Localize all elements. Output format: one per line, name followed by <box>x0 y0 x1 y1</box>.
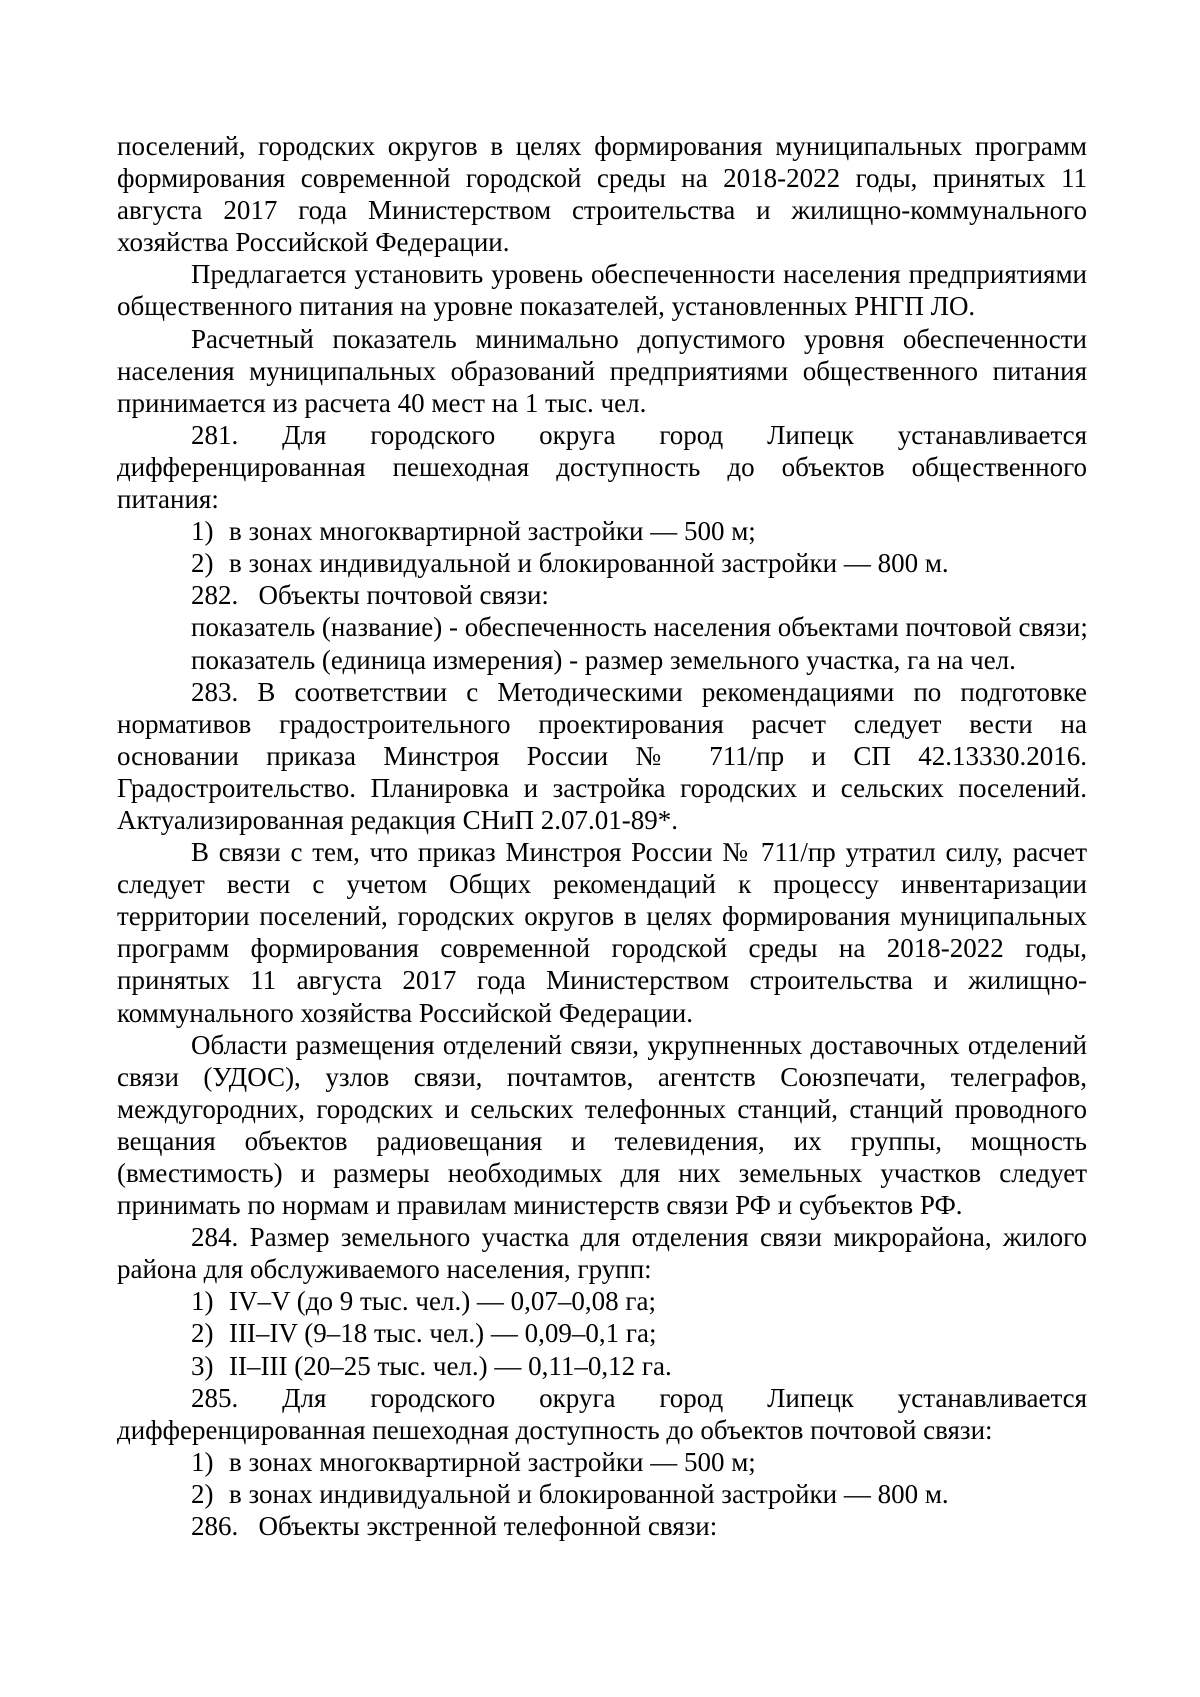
list-item <box>117 515 1087 547</box>
list-item-number: 1) <box>191 516 214 547</box>
list-item <box>117 1478 1087 1510</box>
list-item <box>117 1285 1087 1317</box>
list-item-text: II–III (20–25 тыс. чел.) — 0,11–0,12 га. <box>229 1350 672 1381</box>
list-item-text: в зонах индивидуальной и блокированной застройки — 800 м. <box>229 1478 949 1509</box>
list-item <box>117 1317 1087 1349</box>
list-item-number: 2) <box>191 548 214 579</box>
paragraph: Области размещения отделений связи, укрупненных доставочных отделений связи (УДОС), узлов связи, почтамтов, агентств Союзпечати, телеграфов, междугородних, городских и сельских телефонных станций, станций проводного вещания объектов радиовещания и телевидения, их группы, мощность (вместимость) и размеры необходимых для них земельных участков следует принимать по нормам и правилам министерств связи РФ и субъектов РФ. <box>117 1029 1087 1221</box>
list-item <box>117 547 1087 579</box>
section-heading-282: 282. Объекты почтовой связи: <box>191 580 549 611</box>
list-item-number: 1) <box>191 1286 214 1317</box>
paragraph: Расчетный показатель минимально допустимого уровня обеспеченности населения муниципальных образований предприятиями общественного питания принимается из расчета 40 мест на 1 тыс. чел. <box>117 323 1087 418</box>
section-heading-286: 286. Объекты экстренной телефонной связи: <box>191 1511 718 1542</box>
paragraph-281: 281. Для городского округа город Липецк устанавливается дифференцированная пешеходная доступность до объектов общественного питания: <box>117 419 1087 515</box>
list-item <box>117 1350 1087 1382</box>
document-page <box>117 130 1087 1542</box>
list-item <box>117 1446 1087 1478</box>
list-item-number: 3) <box>191 1350 214 1381</box>
paragraph: поселений, городских округов в целях формирования муниципальных программ формирования современной городской среды на 2018-2022 годы, принятых 11 августа 2017 года Министерством строительства и жилищно-коммунального хозяйства Российской Федерации. <box>117 131 1087 258</box>
list-item-number: 2) <box>191 1478 214 1509</box>
paragraph-285: 285. Для городского округа город Липецк устанавливается дифференцированная пешеходная доступность до объектов почтовой связи: <box>117 1382 1087 1445</box>
paragraph: Предлагается установить уровень обеспеченности населения предприятиями общественного питания на уровне показателей, установленных РНГП ЛО. <box>117 259 1087 322</box>
list-item-text: в зонах многоквартирной застройки — 500 м; <box>229 516 756 547</box>
list-item-number: 2) <box>191 1318 214 1349</box>
paragraph-284: 284. Размер земельного участка для отделения связи микрорайона, жилого района для обслуживаемого населения, групп: <box>117 1222 1087 1285</box>
paragraph: В связи с тем, что приказ Минстроя России № 711/пр утратил силу, расчет следует вести с учетом Общих рекомендаций к процессу инвентаризации территории поселений, городских округов в целях формирования муниципальных программ формирования современной городской среды на 2018-2022 годы, принятых 11 августа 2017 года Министерством строительства и жилищно-коммунального хозяйства Российской Федерации. <box>117 837 1087 1028</box>
list-item-text: в зонах индивидуальной и блокированной застройки — 800 м. <box>229 548 949 579</box>
indicator-name-line: показатель (название) - обеспеченность населения объектами почтовой связи; <box>191 612 1088 643</box>
paragraph-283: 283. В соответствии с Методическими рекомендациями по подготовке нормативов градостроительного проектирования расчет следует вести на основании приказа Минстроя России № 711/пр и СП 42.13330.2016. Градостроительство. Планировка и застройка городских и сельских поселений. Актуализированная редакция СНиП 2.07.01-89*. <box>117 676 1087 835</box>
list-item-number: 1) <box>191 1446 214 1477</box>
list-item-text: IV–V (до 9 тыс. чел.) — 0,07–0,08 га; <box>229 1286 656 1317</box>
indicator-unit-line: показатель (единица измерения) - размер земельного участка, га на чел. <box>191 644 1016 675</box>
list-item-text: III–IV (9–18 тыс. чел.) — 0,09–0,1 га; <box>229 1318 657 1349</box>
list-item-text: в зонах многоквартирной застройки — 500 м; <box>229 1446 756 1477</box>
